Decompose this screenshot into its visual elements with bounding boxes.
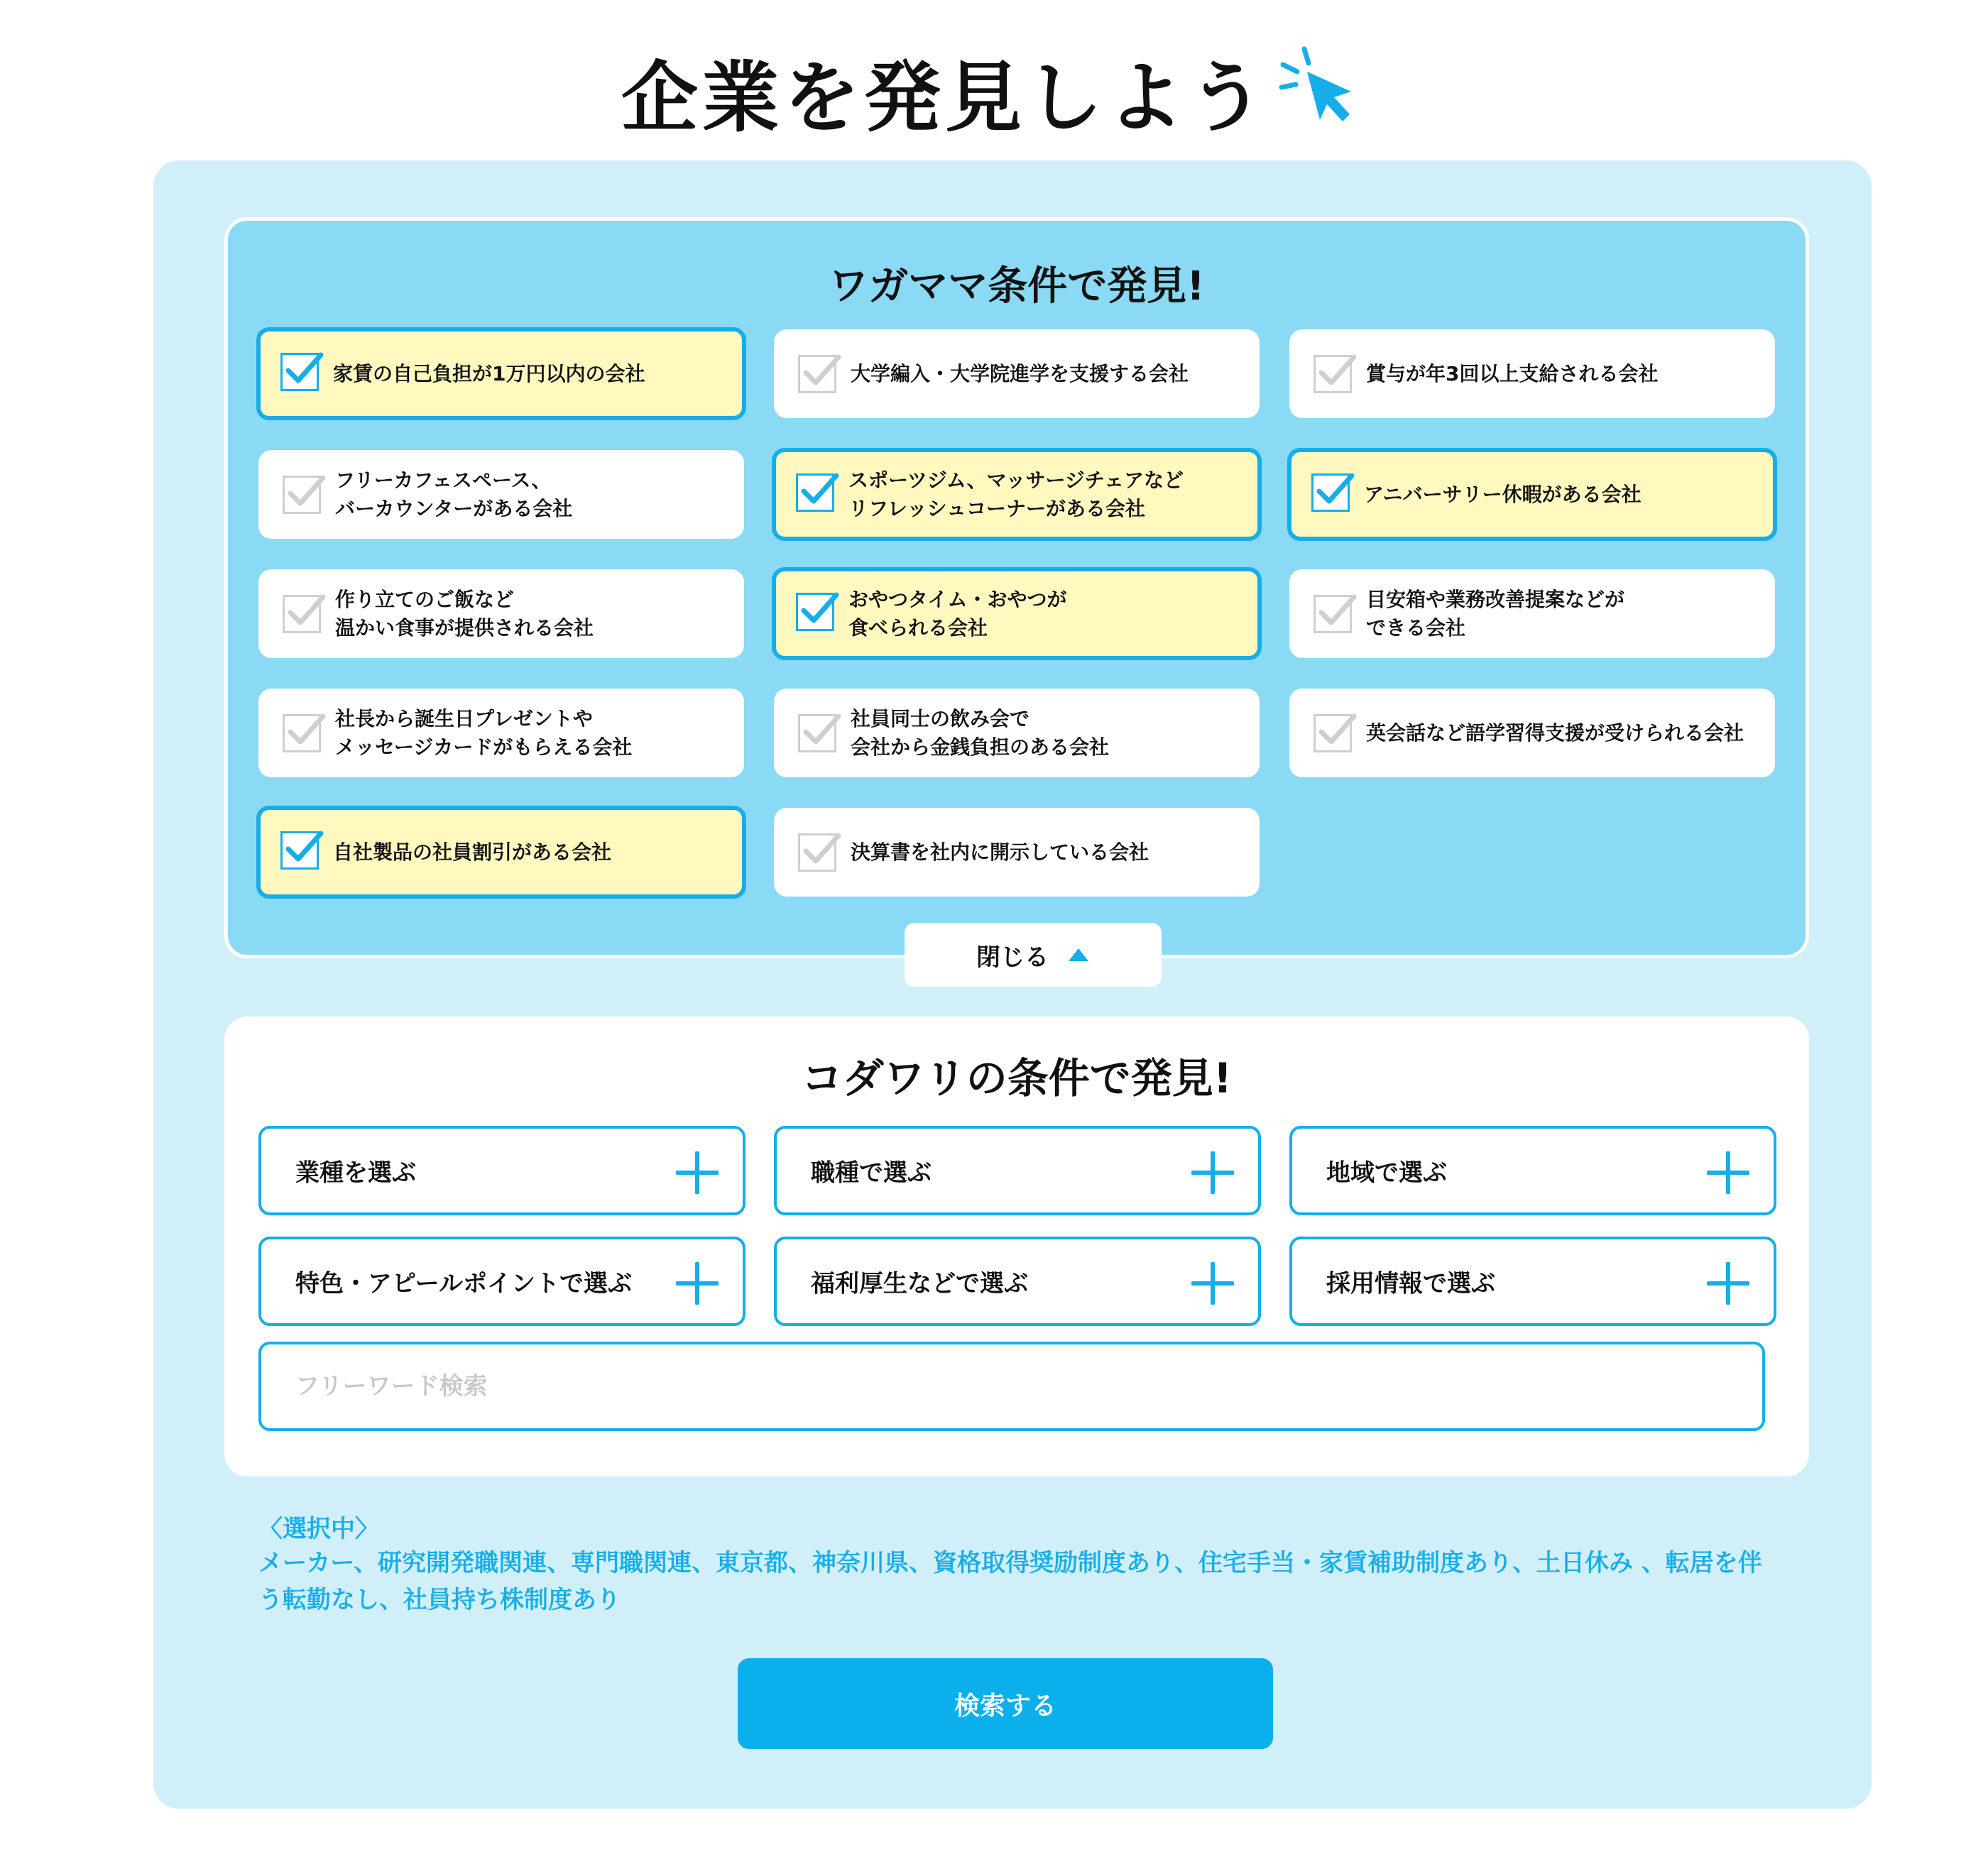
checkbox-unchecked-icon[interactable] <box>1314 355 1352 393</box>
wagamama-option-label: アニバーサリー休暇がある会社 <box>1364 482 1642 506</box>
category-select-button[interactable] <box>774 1126 1261 1215</box>
wagamama-option-label: 英会話など語学習得支援が受けられる会社 <box>1366 720 1744 745</box>
checkbox-unchecked-icon[interactable] <box>798 355 836 393</box>
checkbox-checked-icon[interactable] <box>280 353 319 391</box>
category-select-label: 地域で選ぶ <box>1326 1158 1447 1188</box>
wagamama-option[interactable] <box>774 329 1260 418</box>
wagamama-option[interactable] <box>774 808 1260 897</box>
wagamama-option-label: フリーカフェスペース、 バーカウンターがある会社 <box>335 468 573 520</box>
freeword-search-input[interactable] <box>258 1342 1765 1431</box>
selection-list: メーカー、研究開発職関連、専門職関連、東京都、神奈川県、資格取得奨励制度あり、住宅手当・家賃補助制度あり、土日休み 、転居を伴う転勤なし、社員持ち株制度あり <box>258 1549 1762 1614</box>
wagamama-option-label: 自社製品の社員割引がある会社 <box>333 840 612 864</box>
category-select-button[interactable] <box>258 1126 746 1215</box>
wagamama-option[interactable] <box>258 689 744 777</box>
category-select-label: 職種で選ぶ <box>811 1158 932 1188</box>
checkbox-checked-icon[interactable] <box>796 473 834 512</box>
plus-icon <box>676 1262 719 1305</box>
wagamama-option-label: おやつタイム・おやつが 食べられる会社 <box>848 587 1067 640</box>
checkbox-checked-icon[interactable] <box>280 831 319 870</box>
category-select-button[interactable] <box>1289 1237 1776 1326</box>
wagamama-option[interactable] <box>774 689 1260 777</box>
cursor-click-icon <box>1279 43 1367 131</box>
wagamama-option[interactable] <box>772 567 1262 660</box>
wagamama-option-label: 社員同士の飲み会で 会社から金銭負担のある会社 <box>851 706 1110 759</box>
search-button[interactable]: 検索する <box>738 1658 1273 1749</box>
wagamama-option-label: スポーツジム、マッサージチェアなど リフレッシュコーナーがある会社 <box>848 468 1184 520</box>
category-select-label: 特色・アピールポイントで選ぶ <box>295 1269 632 1298</box>
checkbox-unchecked-icon[interactable] <box>798 833 836 872</box>
wagamama-option-label: 社長から誕生日プレゼントや メッセージカードがもらえる会社 <box>335 706 633 759</box>
wagamama-option-label: 家賃の自己負担が1万円以内の会社 <box>333 361 645 385</box>
plus-icon <box>1191 1262 1234 1305</box>
category-select-label: 福利厚生などで選ぶ <box>811 1269 1028 1298</box>
wagamama-option[interactable] <box>1289 689 1775 777</box>
wagamama-option-label: 大学編入・大学院進学を支援する会社 <box>851 361 1189 385</box>
checkbox-unchecked-icon[interactable] <box>1314 714 1352 752</box>
triangle-up-icon <box>1067 947 1090 963</box>
checkbox-unchecked-icon[interactable] <box>283 476 321 514</box>
category-select-button[interactable] <box>774 1237 1261 1326</box>
wagamama-option[interactable] <box>256 806 746 899</box>
plus-icon <box>1191 1151 1234 1194</box>
page-title: 企業を発見しよう <box>621 53 1269 143</box>
category-select-label: 採用情報で選ぶ <box>1326 1269 1495 1298</box>
category-select-label: 業種を選ぶ <box>295 1158 416 1188</box>
selection-heading: 〈選択中〉 <box>258 1515 379 1543</box>
wagamama-option-label: 目安箱や業務改善提案などが できる会社 <box>1366 587 1625 640</box>
kodawari-title: コダワリの条件で発見! <box>801 1054 1233 1102</box>
wagamama-option[interactable] <box>258 569 744 658</box>
page-header <box>0 41 1988 141</box>
checkbox-unchecked-icon[interactable] <box>283 595 321 633</box>
wagamama-option[interactable] <box>1289 329 1775 418</box>
wagamama-option[interactable] <box>258 450 744 539</box>
wagamama-option-label: 決算書を社内に開示している会社 <box>851 840 1149 864</box>
wagamama-option[interactable] <box>772 448 1262 541</box>
wagamama-option[interactable] <box>1287 448 1777 541</box>
checkbox-checked-icon[interactable] <box>1311 473 1350 512</box>
checkbox-unchecked-icon[interactable] <box>1314 595 1352 633</box>
checkbox-unchecked-icon[interactable] <box>283 714 321 752</box>
checkbox-checked-icon[interactable] <box>796 593 834 631</box>
plus-icon <box>676 1151 719 1194</box>
wagamama-title: ワガママ条件で発見! <box>829 263 1205 309</box>
close-toggle-button[interactable] <box>905 923 1162 987</box>
plus-icon <box>1707 1262 1749 1305</box>
checkbox-unchecked-icon[interactable] <box>798 714 836 752</box>
category-select-button[interactable] <box>258 1237 746 1326</box>
wagamama-option-label: 賞与が年3回以上支給される会社 <box>1366 361 1659 385</box>
category-select-button[interactable] <box>1289 1126 1776 1215</box>
wagamama-option-label: 作り立てのご飯など 温かい食事が提供される会社 <box>335 587 594 640</box>
wagamama-option[interactable] <box>256 327 746 420</box>
close-label: 閉じる <box>976 943 1049 972</box>
wagamama-option[interactable] <box>1289 569 1775 658</box>
plus-icon <box>1707 1151 1749 1194</box>
